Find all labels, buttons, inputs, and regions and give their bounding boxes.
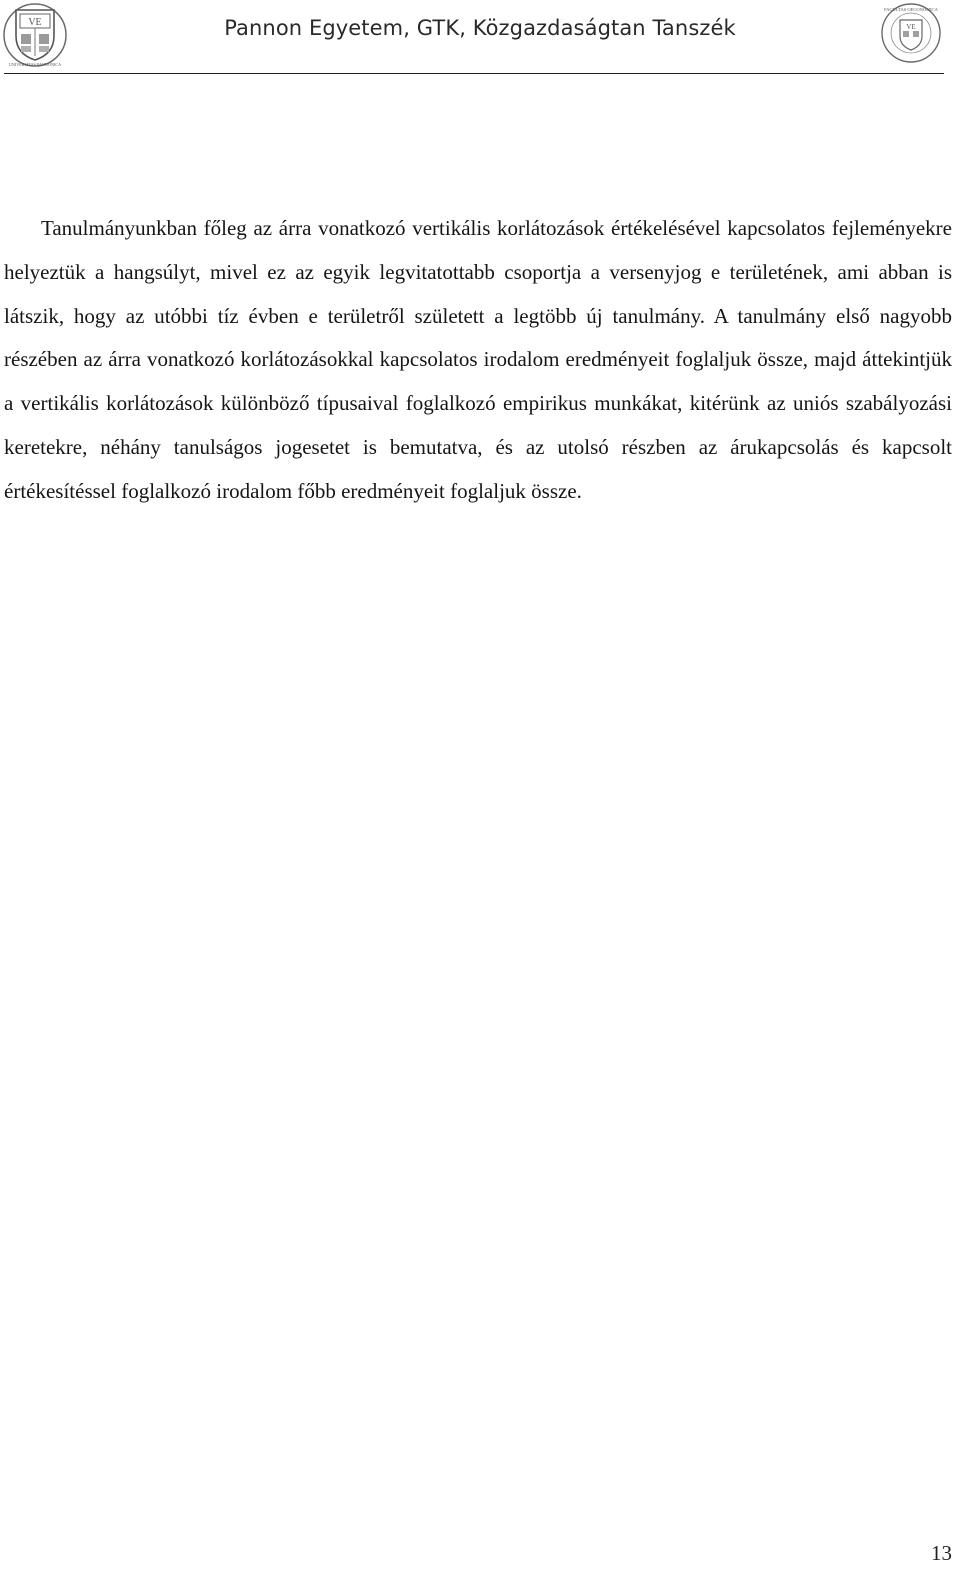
svg-text:VE: VE xyxy=(906,23,916,31)
university-crest-logo xyxy=(2,2,68,68)
svg-text:UNIVERSITAS PANNONICA: UNIVERSITAS PANNONICA xyxy=(8,62,62,67)
faculty-seal-logo xyxy=(880,2,942,64)
header-title: Pannon Egyetem, GTK, Közgazdaságtan Tanszék xyxy=(224,16,736,40)
body-paragraph: Tanulmányunkban főleg az árra vonatkozó vertikális korlátozások értékelésével kapcsolatos fejleményekre helyeztük a hangsúlyt, mivel ez az egyik legvitatottabb csoportja a versenyjog e területének, ami abban is látszik, hogy az utóbbi tíz évben e területről született a legtöbb új tanulmány. A tanulmány első nagyobb részében az árra vonatkozó korlátozásokkal kapcsolatos irodalom eredményeit foglaljuk össze, majd áttekintjük a vertikális korlátozások különböző típusaival foglalkozó empirikus munkákat, kitérünk az uniós szabályozási keretekre, néhány tanulságos jogesetet is bemutatva, és az utolsó részben az árukapcsolás és kapcsolt értékesítéssel foglalkozó irodalom főbb eredményeit foglaljuk össze. xyxy=(4,216,952,503)
page-header xyxy=(0,0,960,78)
svg-text:FACULTAS OECONOMICA: FACULTAS OECONOMICA xyxy=(884,7,938,12)
header-divider xyxy=(4,73,944,74)
page-number: 13 xyxy=(931,1541,952,1565)
svg-text:VE: VE xyxy=(28,17,42,28)
